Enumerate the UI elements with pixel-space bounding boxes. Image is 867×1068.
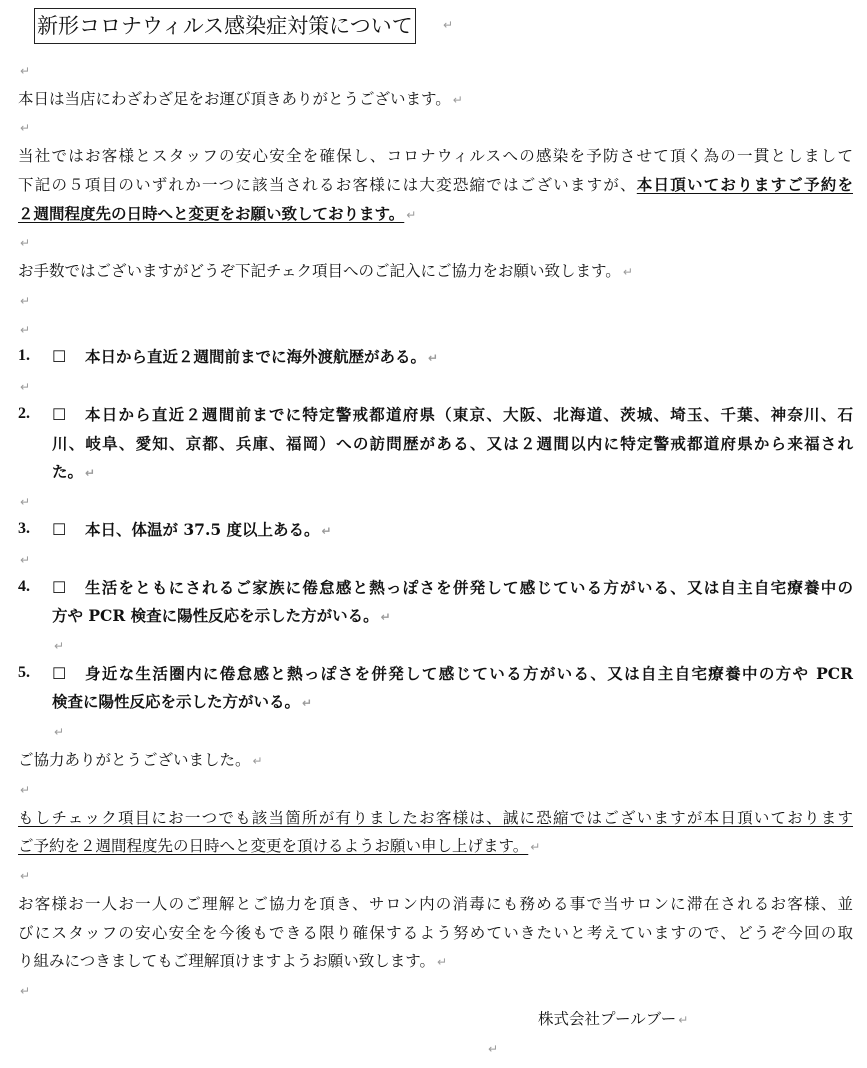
empty-paragraph: ↵ <box>20 553 31 567</box>
item-text: 身近な生活圏内に倦怠感と熱っぽさを併発して感じている方がいる、又は自主自宅療養中の方や PCR <box>85 664 853 683</box>
item-number: 1. <box>18 347 30 364</box>
intro-line-3: ２週間程度先の日時へと変更をお願い致しております。 ↵ <box>18 204 417 223</box>
greeting-text: 本日は当店にわざわざ足をお運び頂きありがとうございます。 <box>18 90 451 108</box>
intro-line-1: 当社ではお客様とスタッフの安心安全を確保し、コロナウィルスへの感染を予防させて頂く為の一貫としまして <box>18 147 853 165</box>
company-name: 株式会社プールブー ↵ <box>538 1010 689 1028</box>
item-number: 2. <box>18 405 30 422</box>
empty-paragraph: ↵ <box>54 639 65 653</box>
notice-line-1: もしチェック項目にお一つでも該当箇所が有りましたお客様は、誠に恐縮ではございますが本日頂いております <box>18 809 853 827</box>
intro-bold-text-cont: ２週間程度先の日時へと変更をお願い致しております。 <box>18 204 405 223</box>
intro-bold-text: 本日頂いておりますご予約を <box>636 175 853 194</box>
item-text-cont: 川、岐阜、愛知、京都、兵庫、福岡）への訪問歴がある、又は２週間以内に特定警戒都道府県から来福され <box>52 434 853 453</box>
checkbox[interactable]: ☐ <box>52 664 67 683</box>
empty-paragraph: ↵ <box>54 725 65 739</box>
item-text: 生活をともにされるご家族に倦怠感と熱っぽさを併発して感じている方がいる、又は自主自宅療養中の <box>85 578 853 597</box>
item-number: 3. <box>18 520 30 537</box>
paragraph-mark: ↵ <box>443 18 454 32</box>
item-text-cont: 検査に陽性反応を示した方がいる。 ↵ <box>52 692 313 711</box>
empty-paragraph: ↵ <box>20 869 31 883</box>
request-text: お手数ではございますがどうぞ下記チェク項目へのご記入にご協力をお願い致します。 <box>18 262 621 280</box>
empty-paragraph: ↵ <box>20 380 31 394</box>
checkbox[interactable]: ☐ <box>52 405 67 424</box>
thanks-paragraph: ご協力ありがとうございました。 ↵ <box>18 751 263 769</box>
item-number: 4. <box>18 578 30 595</box>
empty-paragraph: ↵ <box>20 64 31 78</box>
item-number: 5. <box>18 664 30 681</box>
empty-paragraph: ↵ <box>20 121 31 135</box>
closing-line-2: びにスタッフの安心安全を今後もできる限り確保するよう努めていきたいと考えていますので、どうぞ今回の取 <box>18 924 853 942</box>
notice-line-2: ご予約を２週間程度先の日時へと変更を頂けるようお願い申し上げます。 ↵ <box>18 837 541 855</box>
request-paragraph: お手数ではございますがどうぞ下記チェク項目へのご記入にご協力をお願い致します。 ↵ <box>18 262 633 280</box>
checkbox[interactable]: ☐ <box>52 347 67 366</box>
item-text-cont: た。 ↵ <box>52 462 96 481</box>
closing-line-1: お客様お一人お一人のご理解とご協力を頂き、サロン内の消毒にも務める事で当サロンに滞在されるお客様、並 <box>18 895 853 913</box>
empty-paragraph: ↵ <box>20 495 31 509</box>
intro-line-2 <box>18 175 853 195</box>
empty-paragraph: ↵ <box>20 323 31 337</box>
item-text-cont: 方や PCR 検査に陽性反応を示した方がいる。 ↵ <box>52 606 391 625</box>
checkbox[interactable]: ☐ <box>52 520 67 539</box>
empty-paragraph: ↵ <box>20 294 31 308</box>
intro-plain-text: 下記の５項目のいずれか一つに該当されるお客様には大変恐縮ではございますが、 <box>18 176 637 194</box>
empty-paragraph: ↵ <box>20 236 31 250</box>
empty-paragraph: ↵ <box>488 1042 499 1056</box>
item-text: 本日から直近２週間前までに海外渡航歴がある。 ↵ <box>85 347 439 366</box>
closing-line-3: り組みにつきましてもご理解頂けますようお願い致します。 ↵ <box>18 952 448 970</box>
greeting-paragraph: 本日は当店にわざわざ足をお運び頂きありがとうございます。 ↵ <box>18 90 463 108</box>
checkbox[interactable]: ☐ <box>52 578 67 597</box>
document-title: 新形コロナウィルス感染症対策について <box>34 8 416 44</box>
thanks-text: ご協力ありがとうございました。 <box>18 751 251 769</box>
item-text: 本日、体温が 37.5 度以上ある。 ↵ <box>85 520 332 539</box>
item-text: 本日から直近２週間前までに特定警戒都道府県（東京、大阪、北海道、茨城、埼玉、千葉、神奈川、石 <box>85 405 853 424</box>
empty-paragraph: ↵ <box>20 783 31 797</box>
empty-paragraph: ↵ <box>20 984 31 998</box>
